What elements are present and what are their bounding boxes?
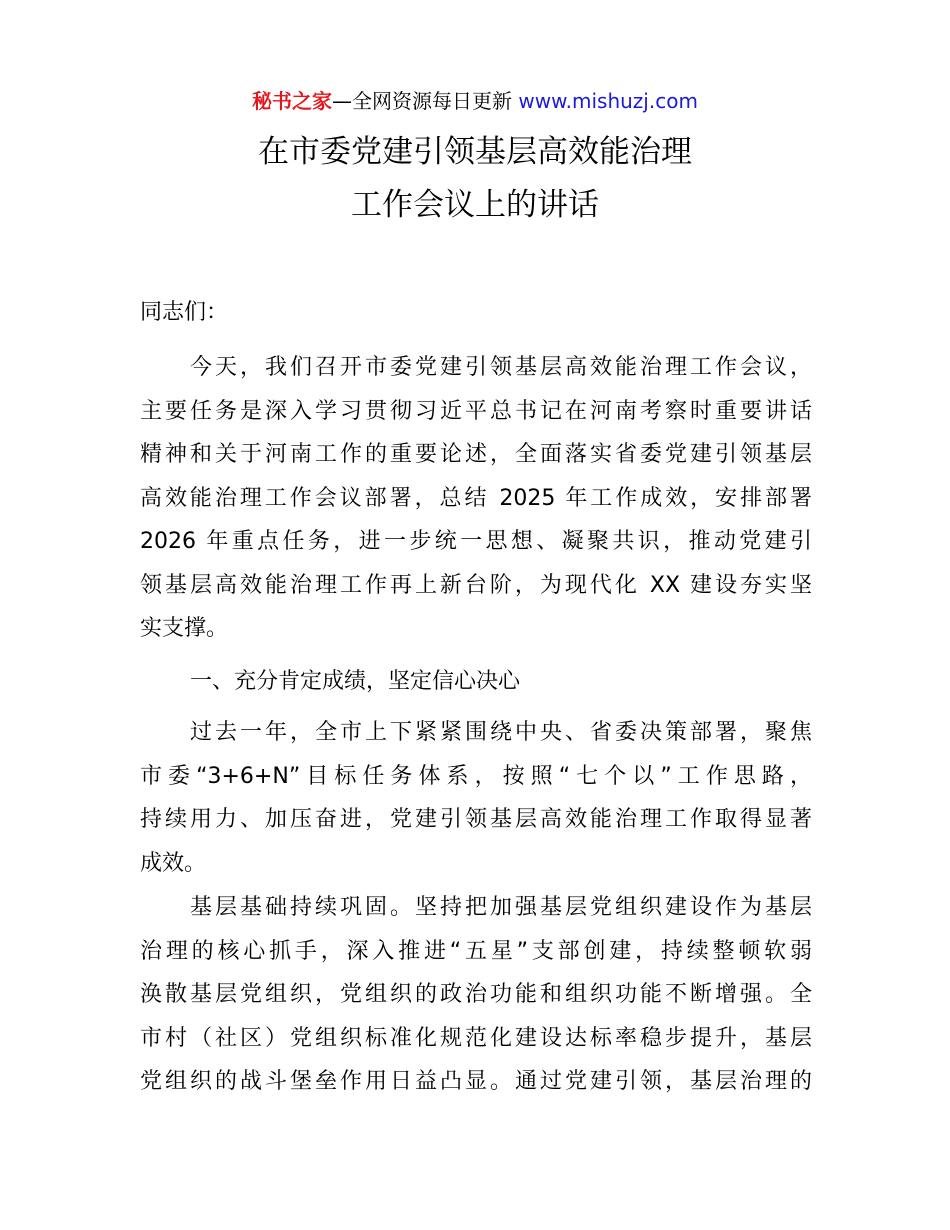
site-header	[0, 88, 950, 114]
document-title-line-2: 工作会议上的讲话	[351, 187, 599, 223]
text-line: 治理的核心抓手，深入推进“五星”支部创建，持续整顿软弱	[140, 938, 812, 964]
text-line: 实支撑。	[140, 616, 229, 641]
text-line: 2026 年重点任务，进一步统一思想、凝聚共识，推动党建引	[140, 529, 812, 554]
salutation-text: 同志们：	[140, 300, 229, 325]
text-line: 成效。	[140, 850, 207, 876]
text-line: 过去一年，全市上下紧紧围绕中央、省委决策部署，聚焦	[190, 720, 812, 745]
paragraph-achievements	[140, 711, 812, 885]
header-slogan: —全网资源每日更新	[332, 89, 519, 113]
text-line: 党组织的战斗堡垒作用日益凸显。通过党建引领，基层治理的	[140, 1069, 812, 1094]
paragraph-intro	[140, 346, 812, 651]
text-line: 市村（社区）党组织标准化规范化建设达标率稳步提升，基层	[140, 1025, 812, 1051]
text-line: 高效能治理工作会议部署，总结 2025 年工作成效，安排部署	[140, 485, 812, 511]
heading-text: 一、充分肯定成绩，坚定信心决心	[190, 669, 521, 694]
section-heading-1	[140, 660, 812, 704]
paragraph-grassroots	[140, 886, 812, 1104]
text-line: 基层基础持续巩固。坚持把加强基层党组织建设作为基层	[190, 895, 812, 920]
text-line: 精神和关于河南工作的重要论述，全面落实省委党建引领基层	[140, 442, 812, 467]
site-url[interactable]: www.mishuzj.com	[518, 89, 698, 113]
text-line: 今天，我们召开市委党建引领基层高效能治理工作会议，	[190, 355, 812, 380]
document-title-line-1: 在市委党建引领基层高效能治理	[258, 134, 692, 170]
text-line: 涣散基层党组织，党组织的政治功能和组织功能不断增强。全	[140, 982, 812, 1007]
text-line: 市委“3+6+N”目标任务体系，按照“七个以”工作思路，	[140, 763, 812, 789]
text-line: 领基层高效能治理工作再上新台阶，为现代化 XX 建设夯实坚	[140, 572, 812, 598]
brand-name: 秘书之家	[252, 89, 333, 113]
text-line: 主要任务是深入学习贯彻习近平总书记在河南考察时重要讲话	[140, 398, 812, 424]
text-line: 持续用力、加压奋进，党建引领基层高效能治理工作取得显著	[140, 807, 812, 832]
salutation	[140, 291, 812, 335]
